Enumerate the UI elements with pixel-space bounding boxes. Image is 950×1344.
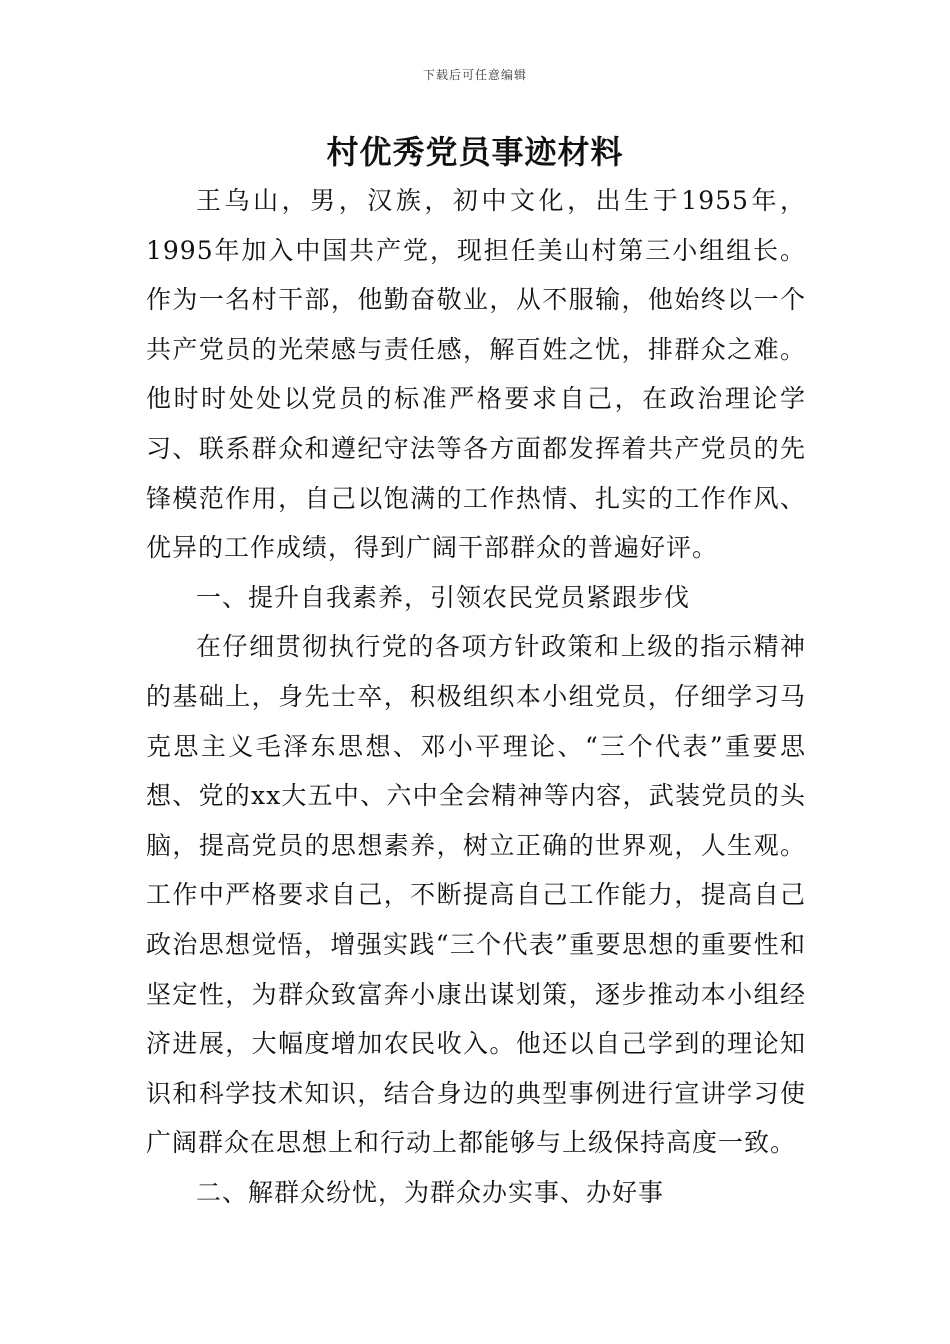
document-body [146, 176, 806, 1217]
section-heading-1: 一、提升自我素养，引领农民党员紧跟步伐 [196, 582, 691, 612]
paragraph-section-1: 在仔细贯彻执行党的各项方针政策和上级的指示精神的基础上，身先士卒，积极组织本小组党员，仔细学习马克思主义毛泽东思想、邓小平理论、“三个代表”重要思想、党的xx大五中、六中全会精神等内容，武装党员的头脑，提高党员的思想素养，树立正确的世界观，人生观。工作中严格要求自己，不断提高自己工作能力，提高自己政治思想觉悟，增强实践“三个代表”重要思想的重要性和坚定性，为群众致富奔小康出谋划策，逐步推动本小组经济进展，大幅度增加农民收入。他还以自己学到的理论知识和科学技术知识，结合身边的典型事例进行宣讲学习使广阔群众在思想上和行动上都能够与上级保持高度一致。 [146, 632, 806, 1158]
document-title: 村优秀党员事迹材料 [326, 133, 624, 171]
header-note: 下载后可任意编辑 [422, 68, 527, 82]
paragraph-intro: 王乌山，男，汉族，初中文化，出生于1955年，1995年加入中国共产党，现担任美山村第三小组组长。作为一名村干部，他勤奋敬业，从不服输，他始终以一个共产党员的光荣感与责任感，解百姓之忧，排群众之难。他时时处处以党员的标准严格要求自己，在政治理论学习、联系群众和遵纪守法等各方面都发挥着共产党员的先锋模范作用，自己以饱满的工作热情、扎实的工作作风、优异的工作成绩，得到广阔干部群众的普遍好评。 [146, 186, 806, 563]
section-heading-2: 二、解群众纷忧，为群众办实事、办好事 [196, 1177, 665, 1207]
